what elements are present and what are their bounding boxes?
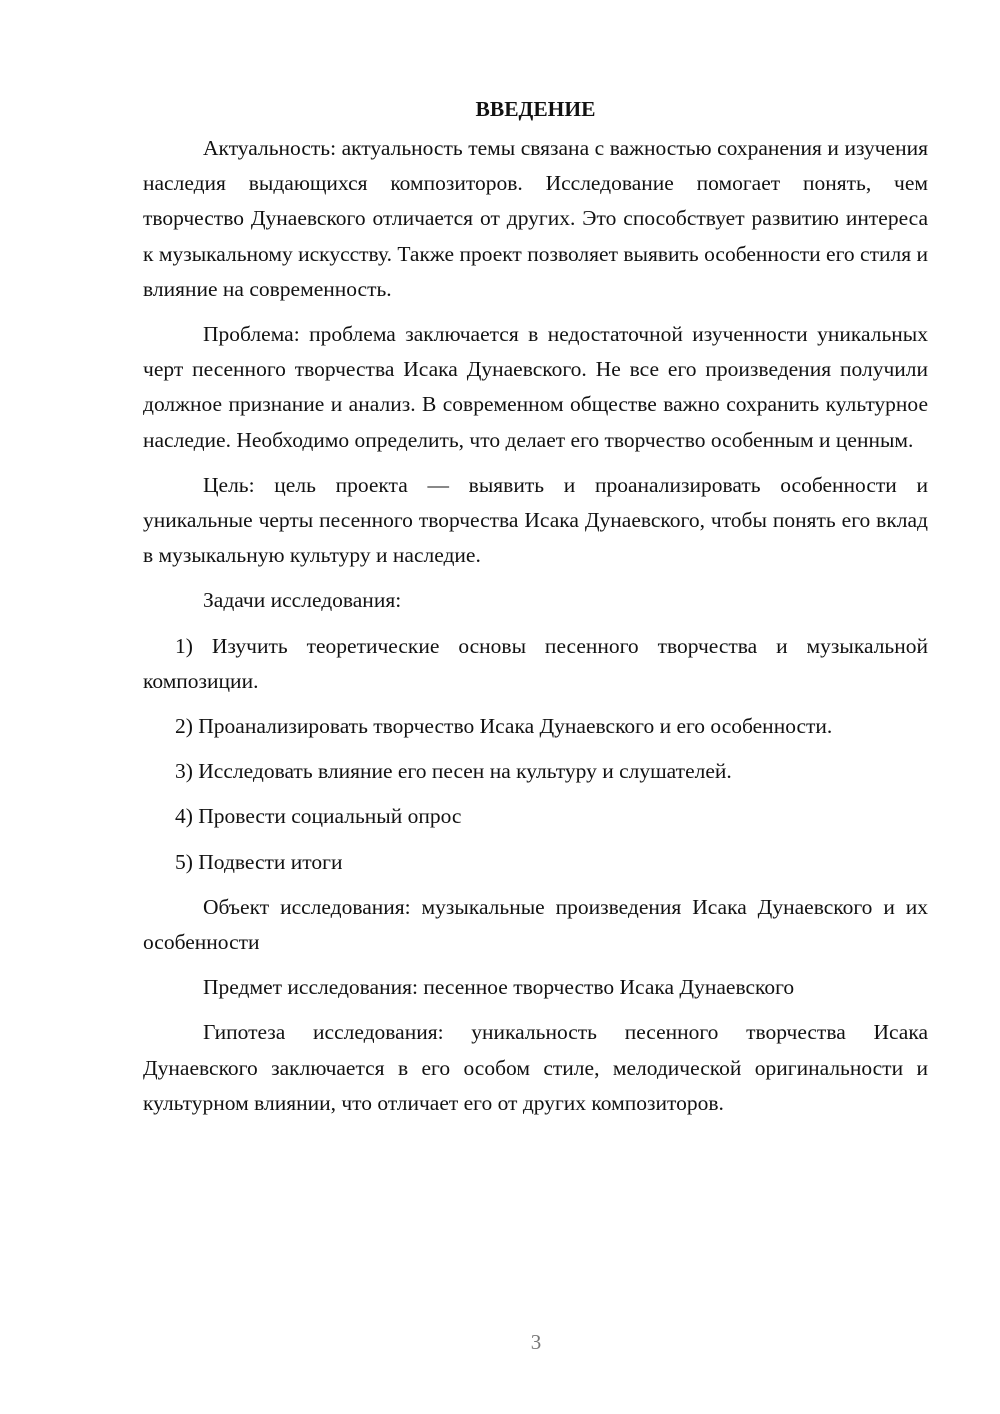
paragraph-relevance: Актуальность: актуальность темы связана с важностью сохранения и изучения наследия выдающихся композиторов. Исследование помогает понять, чем творчество Дунаевского отличается от других. Это способствует развитию интереса к музыкальному искусству. Также проект позволяет выявить особенности его стиля и влияние на современность.: [143, 136, 928, 301]
paragraph-tasks-heading: Задачи исследования:: [203, 588, 402, 613]
page-number: 3: [530, 1330, 542, 1354]
task-item-3: 3) Исследовать влияние его песен на культуру и слушателей.: [175, 759, 732, 784]
paragraph-subject: Предмет исследования: песенное творчество Исака Дунаевского: [203, 975, 795, 1000]
paragraph-problem: Проблема: проблема заключается в недостаточной изученности уникальных черт песенного творчества Исака Дунаевского. Не все его произведения получили должное признание и анализ. В современном обществе важно сохранить культурное наследие. Необходимо определить, что делает его творчество особенным и ценным.: [143, 322, 928, 452]
task-item-5: 5) Подвести итоги: [175, 849, 343, 874]
paragraph-object: Объект исследования: музыкальные произведения Исака Дунаевского и их особенности: [143, 894, 928, 955]
task-item-1: 1) Изучить теоретические основы песенного творчества и музыкальной композиции.: [143, 633, 928, 693]
document-page: [143, 92, 928, 1131]
task-item-2: 2) Проанализировать творчество Исака Дунаевского и его особенности.: [175, 714, 833, 739]
paragraph-hypothesis: Гипотеза исследования: уникальность песенного творчества Исака Дунаевского заключается в его особом стиле, мелодической оригинальности и культурном влиянии, что отличает его от других композиторов.: [143, 1020, 928, 1115]
section-title: ВВЕДЕНИЕ: [475, 97, 596, 121]
task-item-4: 4) Провести социальный опрос: [175, 804, 462, 829]
paragraph-goal: Цель: цель проекта — выявить и проанализировать особенности и уникальные черты песенного творчества Исака Дунаевского, чтобы понять его вклад в музыкальную культуру и наследие.: [143, 472, 928, 568]
